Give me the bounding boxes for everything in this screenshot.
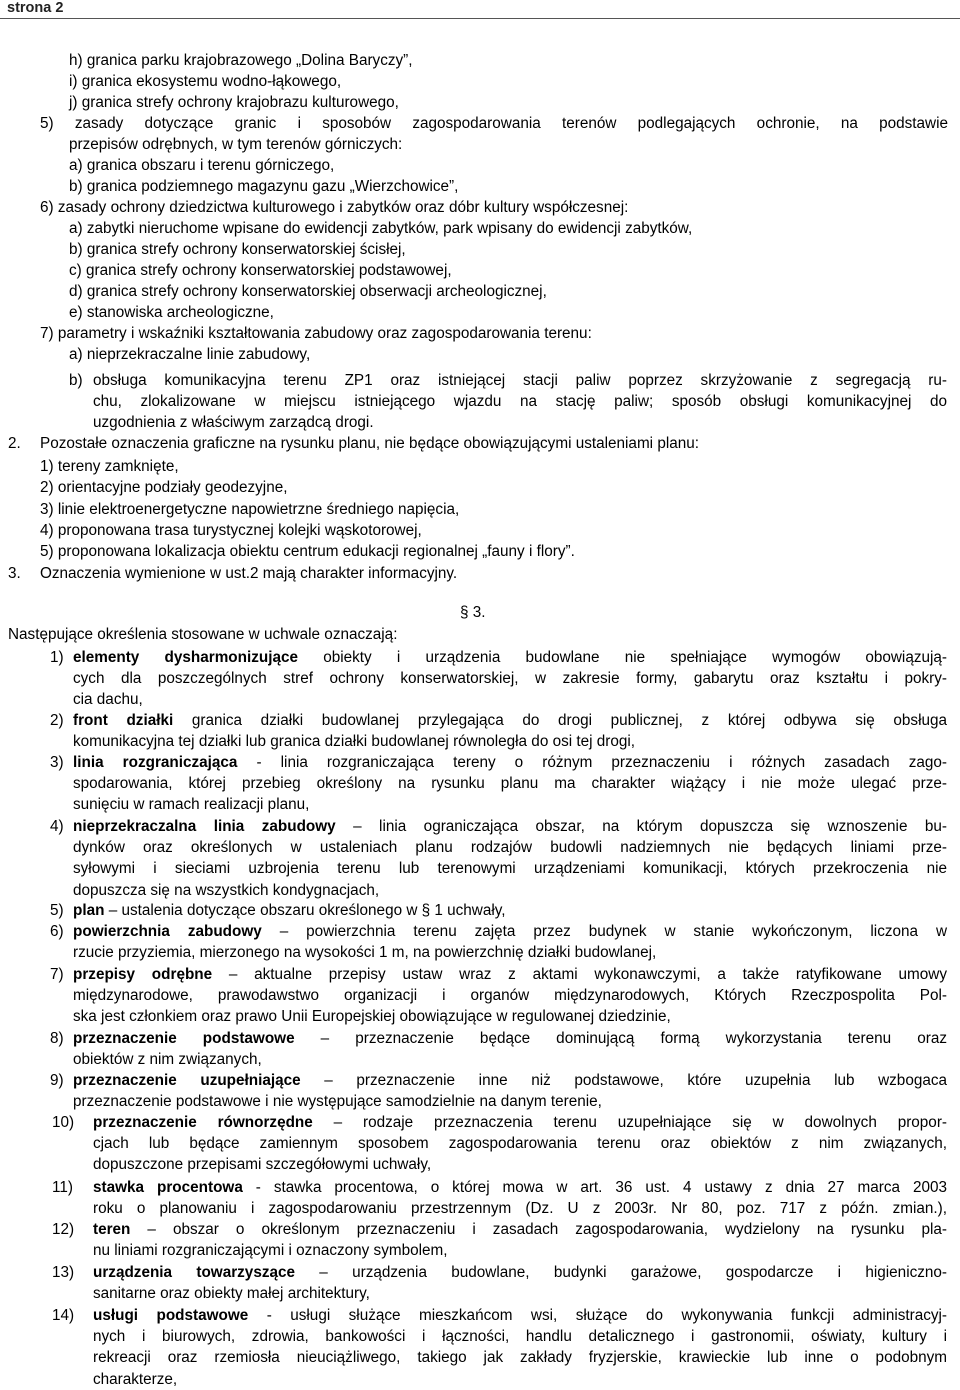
list-item: przepisów odrębnych, w tym terenów górniczych: <box>69 136 403 153</box>
header-rule <box>0 18 960 19</box>
list-item: 7) parametry i wskaźniki kształtowania zabudowy oraz zagospodarowania terenu: <box>40 325 592 342</box>
list-item: obsługa komunikacyjna terenu ZP1 oraz istniejącej stacji paliw poprzez skrzyżowanie z segregacją ru- <box>93 372 947 389</box>
definition-line: cia dachu, <box>73 691 143 708</box>
list-item: a) zabytki nieruchome wpisane do ewidencji zabytków, park wpisany do ewidencji zabytków, <box>69 220 693 237</box>
definition-line: cjach lub będące zamiennym sposobem zagospodarowania terenu oraz obiektów z nim związanych, <box>93 1135 947 1152</box>
page-header <box>0 0 960 20</box>
definition-number: 10) <box>52 1114 75 1131</box>
definition-line: nieprzekraczalna linia zabudowy – linia ograniczająca obszar, na którym dopuszcza się wznoszenie bu- <box>73 818 947 835</box>
definition-number: 2) <box>50 712 64 729</box>
definition-line: międzynarodowe, prawodawstwo organizacji i organów międzynarodowych, Których Rzeczpospolita Pol- <box>73 987 947 1004</box>
list-item: b) granica podziemnego magazynu gazu „Wierzchowice”, <box>69 178 459 195</box>
definition-line: teren – obszar o określonym przeznaczeniu i zasadach zagospodarowania, wydzielony na rysunku pla- <box>93 1221 947 1238</box>
list-item: 3) linie elektroenergetyczne napowietrzne średniego napięcia, <box>40 501 460 518</box>
section-number: 2. <box>8 435 21 452</box>
definition-number: 5) <box>50 902 64 919</box>
definition-line: przepisy odrębne – aktualne przepisy ustaw wraz z aktami wykonawczymi, a także ratyfikowane umowy <box>73 966 948 983</box>
definition-line: front działki granica działki budowlanej przylegająca do drogi publicznej, z której odbywa się obsługa <box>73 712 947 729</box>
definition-number: 1) <box>50 649 64 666</box>
definition-line: cych dla poszczególnych stref ochrony konserwatorskiej, w zakresie formy, gabarytu oraz kształtu i pokry- <box>73 670 947 687</box>
definition-term: nieprzekraczalna linia zabudowy <box>73 818 336 835</box>
definition-line: syłowymi i sieciami uzbrojenia terenu lub terenowymi urządzeniami komunikacji, których przekroczenia nie <box>73 860 947 877</box>
list-marker: b) <box>69 372 83 389</box>
definition-number: 9) <box>50 1072 64 1089</box>
list-item: d) granica strefy ochrony konserwatorskiej obserwacji archeologicznej, <box>69 283 547 300</box>
definition-number: 7) <box>50 966 64 983</box>
definition-term: front działki <box>73 712 174 729</box>
definition-line: przeznaczenie podstawowe i nie występujące samodzielnie na danym terenie, <box>73 1093 602 1110</box>
definition-line: usługi podstawowe - usługi służące mieszkańcom wsi, służące do wykonywania funkcji administracyj- <box>93 1307 948 1324</box>
definition-number: 13) <box>52 1264 75 1281</box>
definition-number: 6) <box>50 923 64 940</box>
definition-line: nu liniami rozgraniczającymi i oznaczony symbolem, <box>93 1242 448 1259</box>
definition-line: stawka procentowa - stawka procentowa, o której mowa w art. 36 ust. 4 ustawy z dnia 27 marca 2003 <box>93 1179 947 1196</box>
definition-term: stawka procentowa <box>93 1179 243 1196</box>
list-item: c) granica strefy ochrony konserwatorskiej podstawowej, <box>69 262 452 279</box>
list-item: 2) orientacyjne podziały geodezyjne, <box>40 479 288 496</box>
definition-number: 8) <box>50 1030 64 1047</box>
definition-line: obiektów z nim związanych, <box>73 1051 262 1068</box>
definition-line: rzucie przyziemia, mierzonego na wysokości 1 m, na powierzchnię działki budowlanej, <box>73 944 657 961</box>
definition-line: sunięciu w ramach realizacji planu, <box>73 796 310 813</box>
definition-number: 3) <box>50 754 64 771</box>
section-number: 3. <box>8 565 21 582</box>
definition-line: linia rozgraniczająca - linia rozgraniczająca tereny o różnym przeznaczeniu i różnych zasadach zago- <box>73 754 947 771</box>
list-item: a) granica obszaru i terenu górniczego, <box>69 157 335 174</box>
section-intro: Pozostałe oznaczenia graficzne na rysunku planu, nie będące obowiązującymi ustaleniami planu: <box>40 435 700 452</box>
definition-number: 14) <box>52 1307 75 1324</box>
list-item: uzgodnienia z właściwym zarządcą drogi. <box>93 414 374 431</box>
list-item: h) granica parku krajobrazowego „Dolina Baryczy”, <box>69 52 413 69</box>
definition-line: dopuszczone przepisami szczegółowymi uchwały, <box>93 1156 432 1173</box>
definition-line: dopuszcza się na wszystkich kondygnacjach, <box>73 882 380 899</box>
definition-term: plan <box>73 902 105 919</box>
definition-term: teren <box>93 1221 131 1238</box>
definition-line: przeznaczenie podstawowe – przeznaczenie będące dominującą formą wykorzystania terenu oraz <box>73 1030 947 1047</box>
list-item: 5) proponowana lokalizacja obiektu centrum edukacji regionalnej „fauny i flory”. <box>40 543 575 560</box>
definition-line: przeznaczenie uzupełniające – przeznaczenie inne niż podstawowe, które uzupełnia lub wzbogaca <box>73 1072 947 1089</box>
definition-term: przepisy odrębne <box>73 966 213 983</box>
definition-term: elementy dysharmonizujące <box>73 649 298 666</box>
definition-number: 4) <box>50 818 64 835</box>
definition-term: powierzchnia zabudowy <box>73 923 262 940</box>
definition-line: urządzenia towarzyszące – urządzenia budowlane, budynki garażowe, gospodarcze i higieniczno- <box>93 1264 947 1281</box>
definition-line: nych i biurowych, zdrowia, bankowości i łączności, handlu detalicznego i gastronomii, oświaty, kultury i <box>93 1328 947 1345</box>
definition-line: ska jest członkiem oraz prawo Unii Europejskiej obowiązujące w regulowanej dziedzinie, <box>73 1008 671 1025</box>
definition-line: sanitarne oraz obiekty małej architektury, <box>93 1285 370 1302</box>
list-item: 6) zasady ochrony dziedzictwa kulturowego i zabytków oraz dóbr kultury współczesnej: <box>40 199 629 216</box>
definition-term: przeznaczenie uzupełniające <box>73 1072 301 1089</box>
page-label: strona 2 <box>7 0 64 16</box>
list-item: i) granica ekosystemu wodno-łąkowego, <box>69 73 342 90</box>
definition-line: elementy dysharmonizujące obiekty i urządzenia budowlane nie spełniające wymogów obowiązują- <box>73 649 947 666</box>
section-text: Oznaczenia wymienione w ust.2 mają charakter informacyjny. <box>40 565 458 582</box>
list-item: j) granica strefy ochrony krajobrazu kulturowego, <box>69 94 399 111</box>
definition-term: linia rozgraniczająca <box>73 754 238 771</box>
definition-term: urządzenia towarzyszące <box>93 1264 295 1281</box>
list-item: b) granica strefy ochrony konserwatorskiej ścisłej, <box>69 241 406 258</box>
definition-line: komunikacyjna tej działki lub granica działki budowlanej równoległa do osi tej drogi, <box>73 733 636 750</box>
definition-line: charakterze, <box>93 1371 178 1388</box>
list-item: e) stanowiska archeologiczne, <box>69 304 274 321</box>
list-item: a) nieprzekraczalne linie zabudowy, <box>69 346 311 363</box>
list-item: chu, zlokalizowane w miejscu istniejącego wjazdu na stację paliw; sposób obsługi komunikacyjnej do <box>93 393 947 410</box>
definitions-intro: Następujące określenia stosowane w uchwale oznaczają: <box>8 626 398 643</box>
list-item: 4) proponowana trasa turystycznej kolejki wąskotorowej, <box>40 522 422 539</box>
definition-line: przeznaczenie równorzędne – rodzaje przeznaczenia terenu uzupełniające się w dowolnych propor- <box>93 1114 948 1131</box>
definition-line: rekreacji oraz rzemiosła nieuciążliwego, takiego jak zakłady fryzjerskie, krawieckie lub inne o podobnym <box>93 1349 947 1366</box>
definition-line: dynków oraz określonych w ustaleniach planu rodzajów budowli nadziemnych nie będących liniami prze- <box>73 839 947 856</box>
list-item: 5) zasady dotyczące granic i sposobów zagospodarowania terenów podlegających ochronie, na podstawie <box>40 115 948 132</box>
definition-line: powierzchnia zabudowy – powierzchnia terenu zajęta przez budynek w stanie wykończonym, liczona w <box>73 923 947 940</box>
list-item: 1) tereny zamknięte, <box>40 458 179 475</box>
definition-line: plan – ustalenia dotyczące obszaru określonego w § 1 uchwały, <box>73 902 506 919</box>
definition-term: przeznaczenie podstawowe <box>73 1030 295 1047</box>
paragraph-heading: § 3. <box>460 604 486 621</box>
definition-term: usługi podstawowe <box>93 1307 249 1324</box>
definition-number: 12) <box>52 1221 75 1238</box>
definition-number: 11) <box>52 1179 73 1196</box>
definition-line: roku o planowaniu i zagospodarowaniu przestrzennym (Dz. U z 2003r. Nr 80, poz. 717 z późn. zmian.), <box>93 1200 947 1217</box>
definition-term: przeznaczenie równorzędne <box>93 1114 313 1131</box>
definition-line: spodarowania, której przebieg określony na rysunku planu ma charakter wiążący i nie może ulegać prze- <box>73 775 947 792</box>
